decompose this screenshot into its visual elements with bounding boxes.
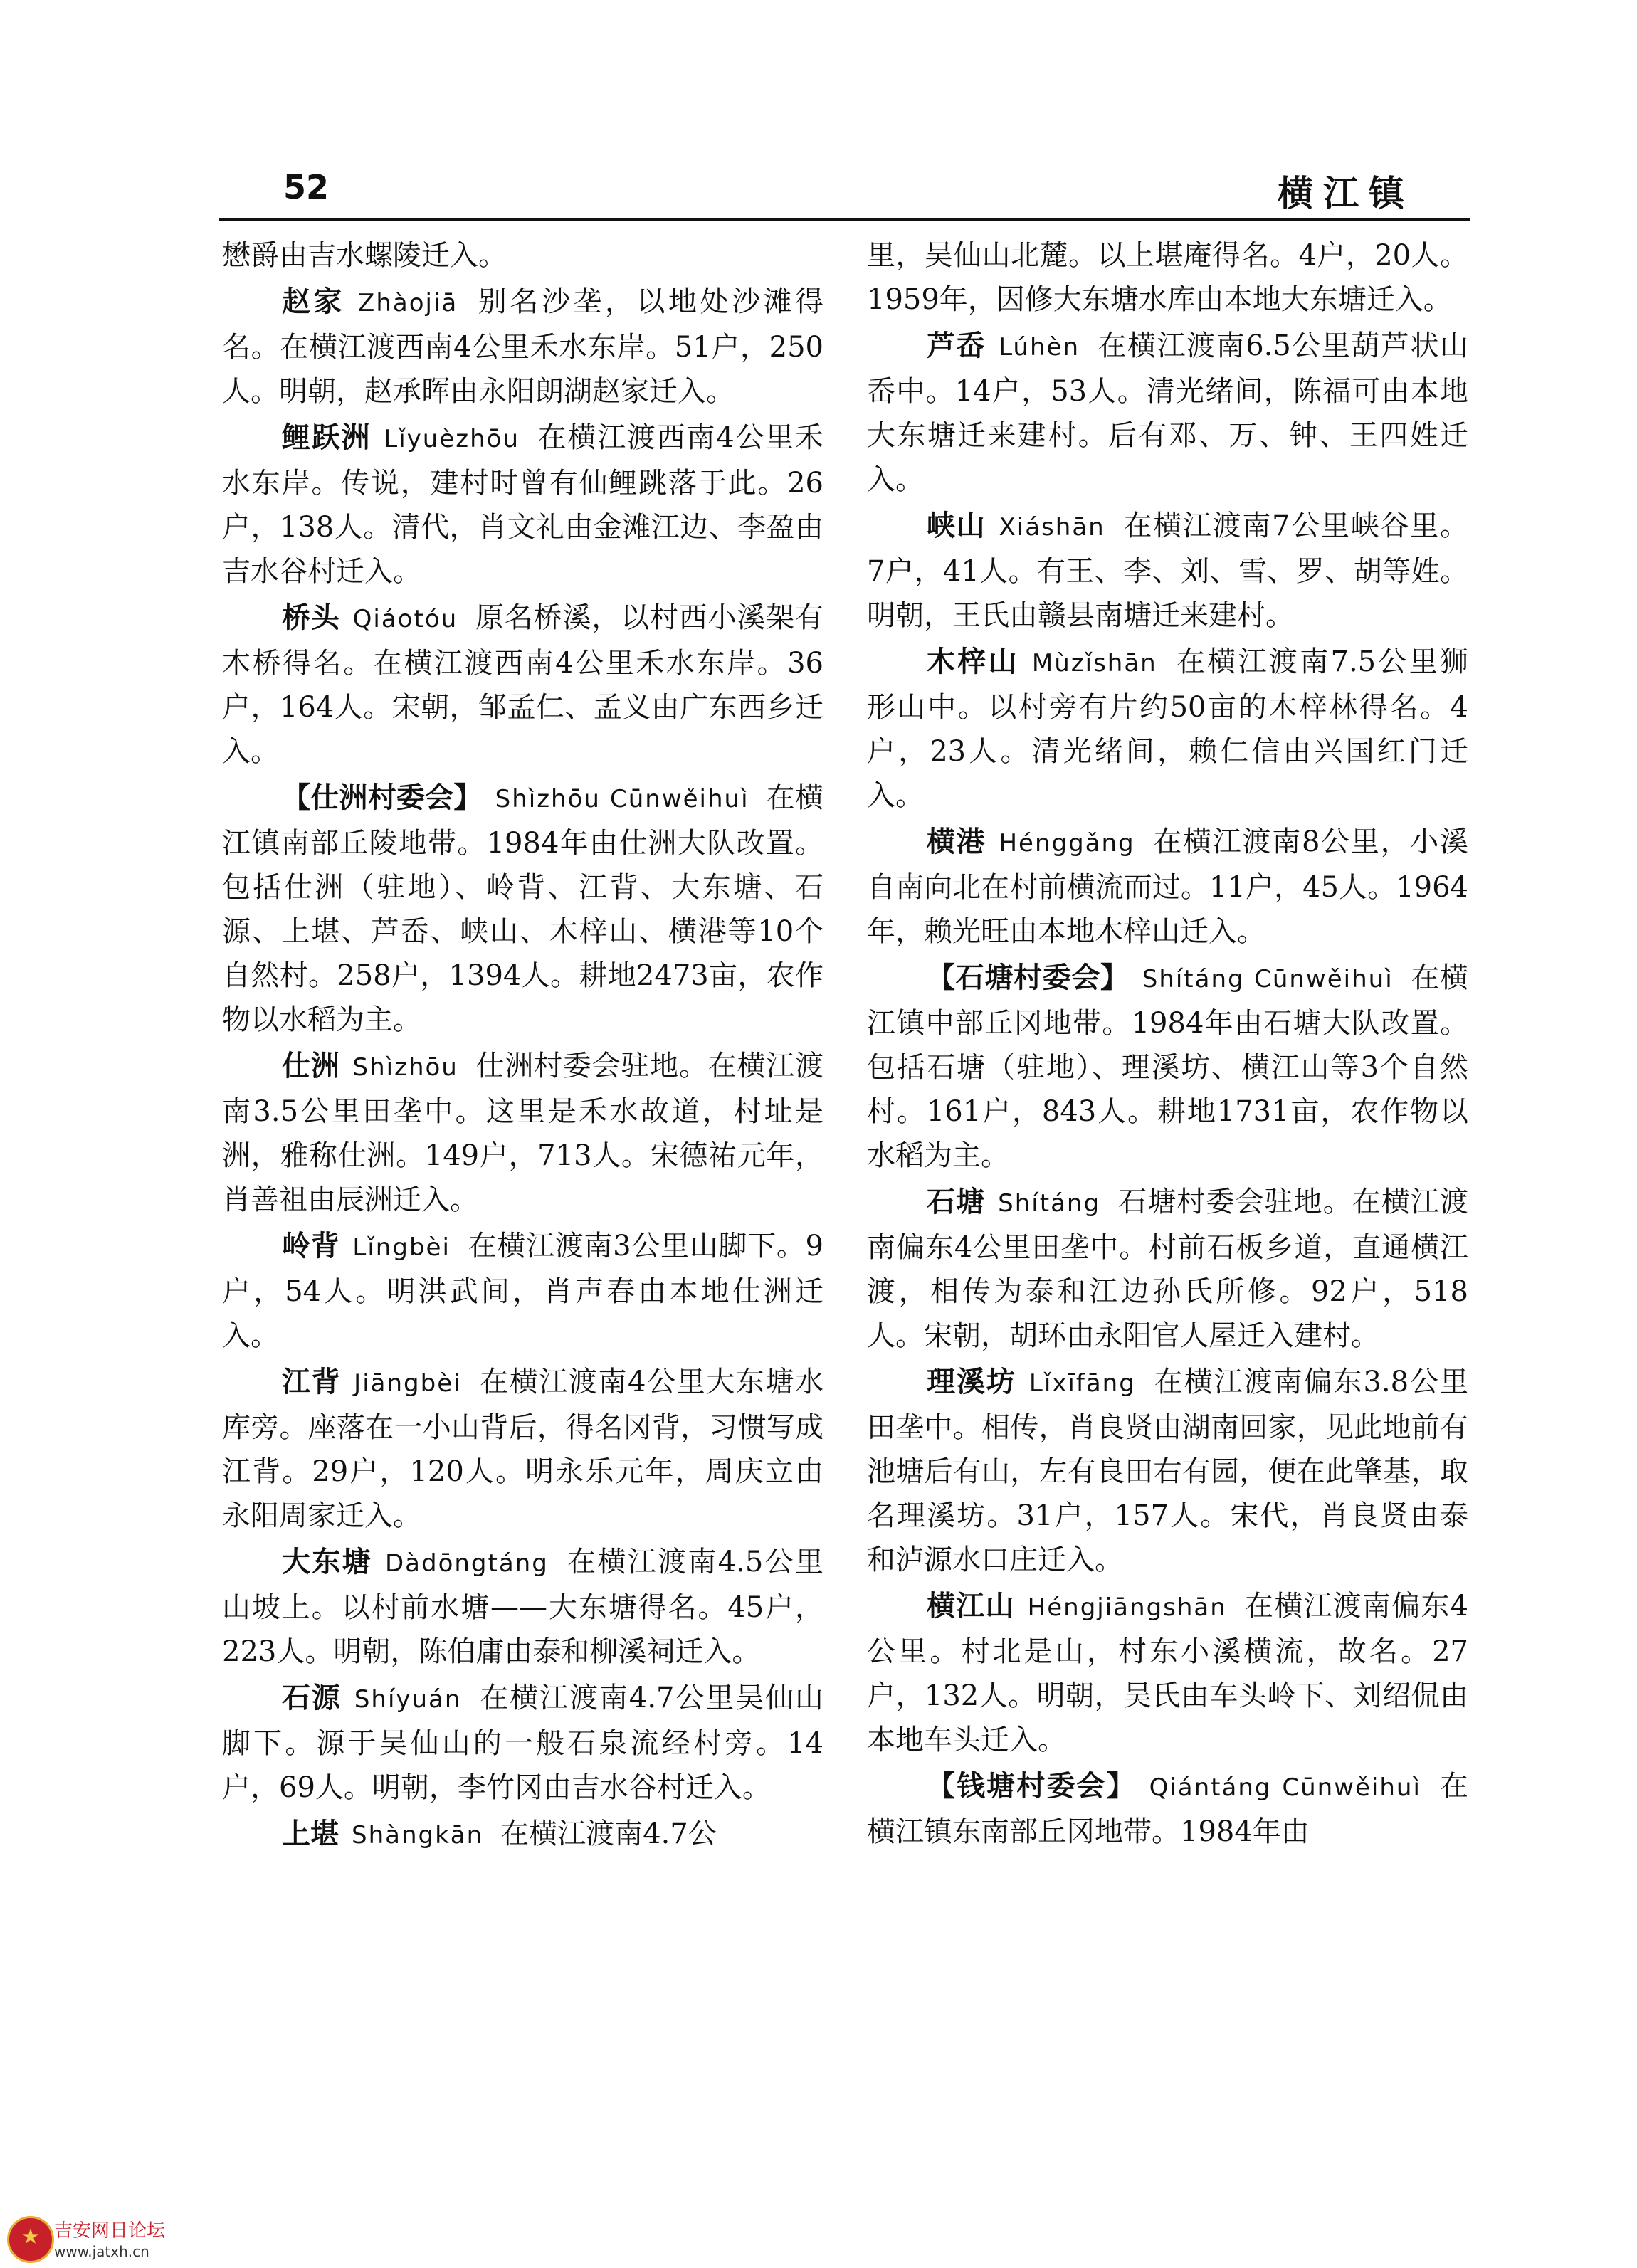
entry-paragraph <box>867 1584 1468 1762</box>
entry-headword: 桥头 <box>282 601 340 634</box>
entry-paragraph <box>222 596 823 774</box>
entry-paragraph <box>222 1540 823 1674</box>
entry-headword: 横港 <box>927 826 986 858</box>
entry-pinyin: Mùzǐshān <box>1031 649 1157 677</box>
entry-pinyin: Shìzhōu Cūnwěihuì <box>495 785 749 813</box>
entry-paragraph <box>222 233 823 278</box>
entry-paragraph <box>222 776 823 1042</box>
entry-text: 里，吴仙山北麓。以上堪庵得名。4户，20人。1959年，因修大东塘水库由本地大东塘迁入。 <box>867 239 1468 316</box>
running-head: 横江镇 <box>1278 173 1414 214</box>
entry-paragraph <box>867 820 1468 954</box>
entry-text: 在横江渡南7公里峡谷里。7户，41人。有王、李、刘、雪、罗、胡等姓。明朝，王氏由赣县南塘迁来建村。 <box>867 510 1469 632</box>
left-column <box>222 233 823 1860</box>
entry-text: 在横江渡南8公里，小溪自南向北在村前横流而过。11户，45人。1964年，赖光旺由本地木梓山迁入。 <box>867 826 1469 948</box>
entry-pinyin: Shítáng <box>998 1189 1101 1218</box>
entry-pinyin: Lǐngbèi <box>352 1233 451 1262</box>
entry-text: 在横江渡南偏东3.8公里田垄中。相传，肖良贤由湖南回家，见此地前有池塘后有山，左有良田右有园，便在此肇基，取名理溪坊。31户，157人。宋代，肖良贤由泰和泸源水口庄迁入。 <box>867 1366 1469 1576</box>
entry-headword: 【仕洲村委会】 <box>282 781 483 814</box>
entry-pinyin: Héngjiāngshān <box>1027 1593 1227 1622</box>
entry-headword: 木梓山 <box>927 645 1019 678</box>
entry-text: 在横江渡南4.7公里吴仙山脚下。源于吴仙山的一般石泉流经村旁。14户，69人。明朝，李竹冈由吉水谷村迁入。 <box>222 1682 823 1804</box>
entry-paragraph <box>222 1044 823 1222</box>
entry-paragraph <box>222 280 823 413</box>
entry-paragraph <box>867 504 1468 638</box>
entry-pinyin: Lǐyuèzhōu <box>384 425 520 453</box>
entry-text: 在横江渡南4公里大东塘水库旁。座落在一小山背后，得名冈背，习惯写成江背。29户，120人。明永乐元年，周庆立由永阳周家迁入。 <box>222 1366 824 1532</box>
entry-pinyin: Qiáotóu <box>352 605 458 633</box>
entry-paragraph <box>222 1360 823 1538</box>
entry-text: 在横江渡南7.5公里狮形山中。以村旁有片约50亩的木梓林得名。4户，23人。清光绪间，赖仁信由兴国红门迁入。 <box>867 645 1468 812</box>
entry-text: 在横江渡南偏东4公里。村北是山，村东小溪横流，故名。27户，132人。明朝，吴氏由车头岭下、刘绍侃由本地车头迁入。 <box>867 1590 1469 1756</box>
entry-paragraph <box>867 956 1468 1178</box>
entry-pinyin: Dàdōngtáng <box>384 1549 549 1578</box>
right-column <box>867 233 1468 1856</box>
entry-paragraph <box>222 1224 823 1358</box>
entry-headword: 岭背 <box>282 1230 340 1262</box>
entry-text: 在横江渡南4.7公 <box>500 1818 717 1850</box>
entry-pinyin: Lúhèn <box>999 333 1080 362</box>
entry-text: 在横江镇南部丘陵地带。1984年由仕洲大队改置。包括仕洲（驻地）、岭背、江背、大东塘、石源、上堪、芦岙、峡山、木梓山、横港等10个自然村。258户，1394人。耕地2473亩，农作物以水稻为主。 <box>222 781 824 1036</box>
entry-text: 别名沙垄，以地处沙滩得名。在横江渡西南4公里禾水东岸。51户，250人。明朝，赵承晖由永阳朗湖赵家迁入。 <box>222 285 824 408</box>
entry-text: 在横江渡南6.5公里葫芦状山岙中。14户，53人。清光绪间，陈福可由本地大东塘迁来建村。后有邓、万、钟、王四姓迁入。 <box>867 329 1469 496</box>
entry-pinyin: Zhàojiā <box>358 289 458 317</box>
entry-headword: 石塘 <box>927 1186 986 1218</box>
entry-pinyin: Hénggǎng <box>999 829 1135 858</box>
watermark-title: 吉安网日论坛 <box>54 2220 166 2242</box>
entry-paragraph <box>867 1360 1468 1582</box>
watermark-logo <box>0 2213 185 2267</box>
emblem-icon <box>7 2216 54 2263</box>
entry-headword: 峡山 <box>927 510 986 542</box>
entry-paragraph <box>867 1764 1468 1854</box>
entry-text: 在横江渡南3公里山脚下。9户，54人。明洪武间，肖声春由本地仕洲迁入。 <box>222 1230 823 1352</box>
entry-headword: 鲤跃洲 <box>282 421 372 454</box>
entry-headword: 横江山 <box>927 1590 1015 1623</box>
entry-pinyin: Shítáng Cūnwěihuì <box>1142 965 1394 993</box>
page-number: 52 <box>283 168 330 206</box>
entry-headword: 江背 <box>282 1366 342 1398</box>
entry-paragraph <box>867 233 1468 322</box>
entry-paragraph <box>222 1812 823 1857</box>
entry-headword: 赵家 <box>282 285 346 318</box>
watermark-url: www.jatxh.cn <box>54 2243 149 2260</box>
entry-pinyin: Qiántáng Cūnwěihuì <box>1149 1773 1421 1802</box>
header-rule <box>219 218 1470 221</box>
entry-pinyin: Xiáshān <box>999 513 1105 542</box>
entry-headword: 理溪坊 <box>927 1366 1016 1398</box>
entry-paragraph <box>867 640 1468 818</box>
entry-headword: 上堪 <box>282 1818 339 1850</box>
entry-text: 在横江镇东南部丘冈地带。1984年由 <box>867 1770 1469 1848</box>
entry-paragraph <box>867 324 1468 502</box>
entry-headword: 【石塘村委会】 <box>927 961 1130 994</box>
entry-headword: 仕洲 <box>282 1050 340 1082</box>
entry-pinyin: Lǐxīfāng <box>1028 1369 1136 1398</box>
entry-pinyin: Shíyuán <box>354 1685 462 1714</box>
entry-text: 在横江渡西南4公里禾水东岸。传说，建村时曾有仙鲤跳落于此。26户，138人。清代，肖文礼由金滩江边、李盈由吉水谷村迁入。 <box>222 421 823 588</box>
entry-headword: 芦岙 <box>927 329 986 362</box>
entry-pinyin: Shàngkān <box>352 1821 484 1850</box>
entry-text: 在横江镇中部丘冈地带。1984年由石塘大队改置。包括石塘（驻地）、理溪坊、横江山等3个自然村。161户，843人。耕地1731亩，农作物以水稻为主。 <box>867 961 1469 1172</box>
entry-headword: 【钱塘村委会】 <box>927 1770 1137 1803</box>
entry-pinyin: Jiāngbèi <box>354 1369 462 1398</box>
entry-headword: 石源 <box>282 1682 342 1714</box>
entry-text: 懋爵由吉水螺陵迁入。 <box>222 239 507 272</box>
entry-text: 在横江渡南4.5公里山坡上。以村前水塘——大东塘得名。45户，223人。明朝，陈伯庸由泰和柳溪祠迁入。 <box>222 1546 823 1668</box>
entry-pinyin: Shìzhōu <box>352 1053 458 1082</box>
entry-paragraph <box>222 416 823 594</box>
entry-text: 仕洲村委会驻地。在横江渡南3.5公里田垄中。这里是禾水故道，村址是洲，雅称仕洲。149户，713人。宋德祐元年，肖善祖由辰洲迁入。 <box>222 1050 824 1216</box>
entry-headword: 大东塘 <box>282 1546 372 1578</box>
entry-paragraph <box>222 1676 823 1810</box>
entry-text: 原名桥溪，以村西小溪架有木桥得名。在横江渡西南4公里禾水东岸。36户，164人。宋朝，邹孟仁、孟义由广东西乡迁入。 <box>222 601 824 768</box>
entry-paragraph <box>867 1180 1468 1358</box>
entry-text: 石塘村委会驻地。在横江渡南偏东4公里田垄中。村前石板乡道，直通横江渡，相传为泰和江边孙氏所修。92户，518人。宋朝，胡环由永阳官人屋迁入建村。 <box>867 1186 1469 1352</box>
